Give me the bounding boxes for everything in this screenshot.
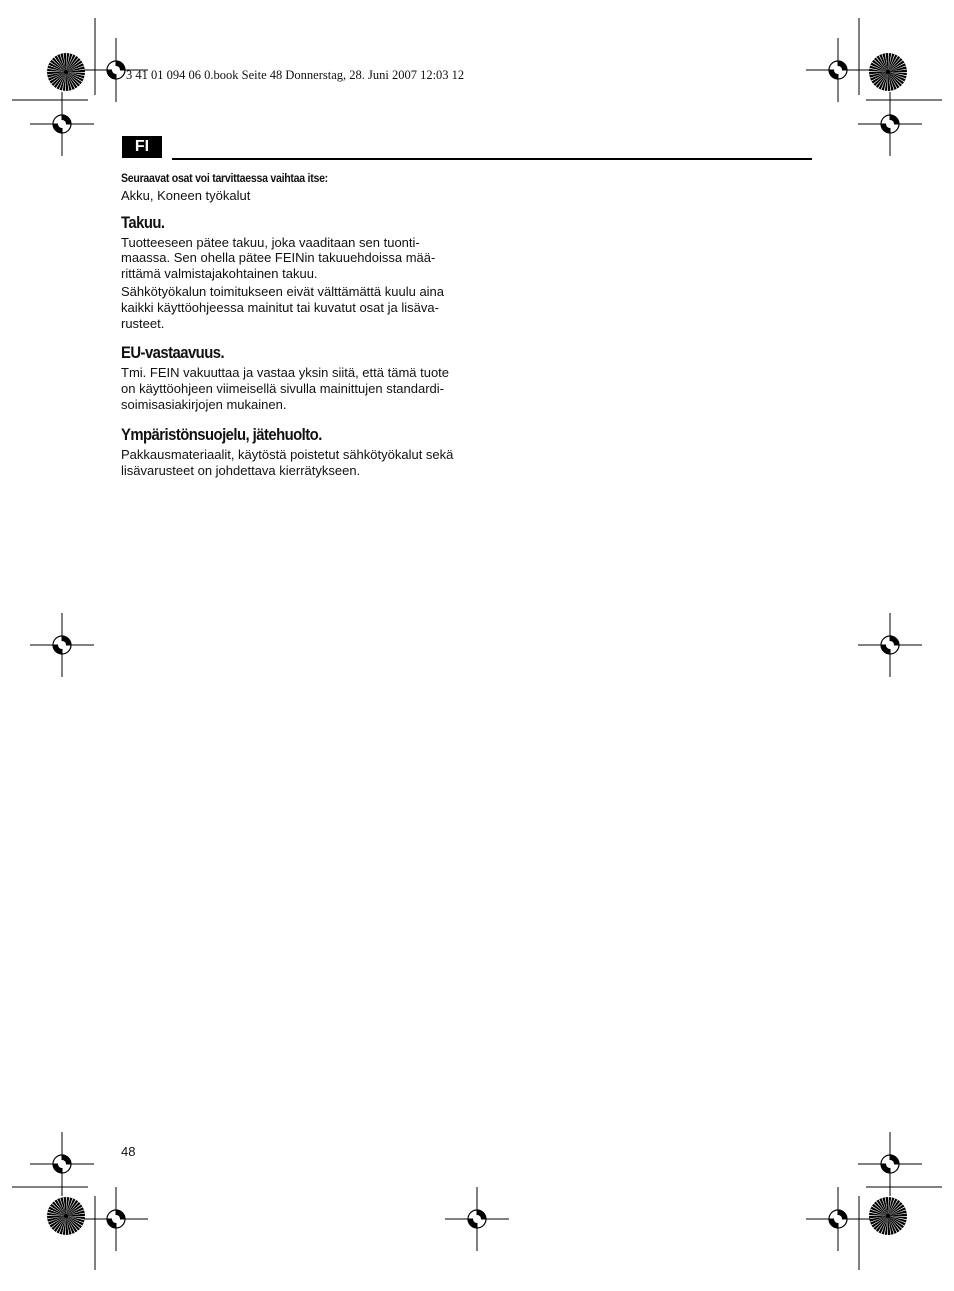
environment-paragraph [121,447,466,479]
page-number: 48 [121,1144,136,1159]
eu-conformity-paragraph [121,365,466,412]
header-rule [172,158,812,160]
eu-conformity-heading: EU-vastaavuus. [121,344,225,363]
warranty-paragraph-2 [121,284,466,331]
registration-mark-center [886,641,894,649]
text-line: Sähkötyökalun toimitukseen eivät välttämättä kuulu aina [121,283,445,299]
registration-mark-center [112,66,120,74]
text-line: rittämä valmistajakohtainen takuu. [121,266,318,282]
warranty-paragraph-1 [121,235,466,282]
registration-mark-center [58,120,66,128]
star-target-center [886,1214,890,1218]
star-target-center [64,70,68,74]
replaceable-parts-text: Akku, Koneen työkalut [121,187,251,203]
registration-mark-center [886,120,894,128]
text-line: rusteet. [121,315,165,331]
registration-mark-center [834,66,842,74]
language-badge: FI [122,136,162,158]
environment-heading: Ympäristönsuojelu, jätehuolto. [121,425,322,444]
text-line: Tmi. FEIN vakuuttaa ja vastaa yksin siitä, että tämä tuote [121,365,450,381]
content-column [121,172,466,478]
registration-mark-center [112,1215,120,1223]
registration-mark-center [58,641,66,649]
registration-mark-center [58,1160,66,1168]
star-target-center [64,1214,68,1218]
registration-mark-center [886,1160,894,1168]
text-line: kaikki käyttöohjeessa mainitut tai kuvatut osat ja lisävа- [121,299,439,315]
text-line: on käyttöohjeen viimeisellä sivulla mainittujen standardi- [121,381,445,397]
print-header: 3 41 01 094 06 0.book Seite 48 Donnerstag, 28. Juni 2007 12:03 12 [126,68,465,82]
text-line: Pakkausmateriaalit, käytöstä poistetut sähkötyökalut sekä [121,446,454,462]
replaceable-parts-heading: Seuraavat osat voi tarvittaessa vaihtaa itse: [121,173,328,185]
star-target-center [886,70,890,74]
text-line: Tuotteeseen pätee takuu, joka vaaditaan sen tuonti- [121,234,420,250]
text-line: soimisasiakirjojen mukainen. [121,396,287,412]
text-line: lisävarusteet on johdettava kierrätykseen. [121,462,361,478]
text-line: maassa. Sen ohella pätee FEINin takuuehdoissa mää- [121,250,436,266]
registration-mark-center [473,1215,481,1223]
warranty-heading: Takuu. [121,213,165,232]
registration-mark-center [834,1215,842,1223]
